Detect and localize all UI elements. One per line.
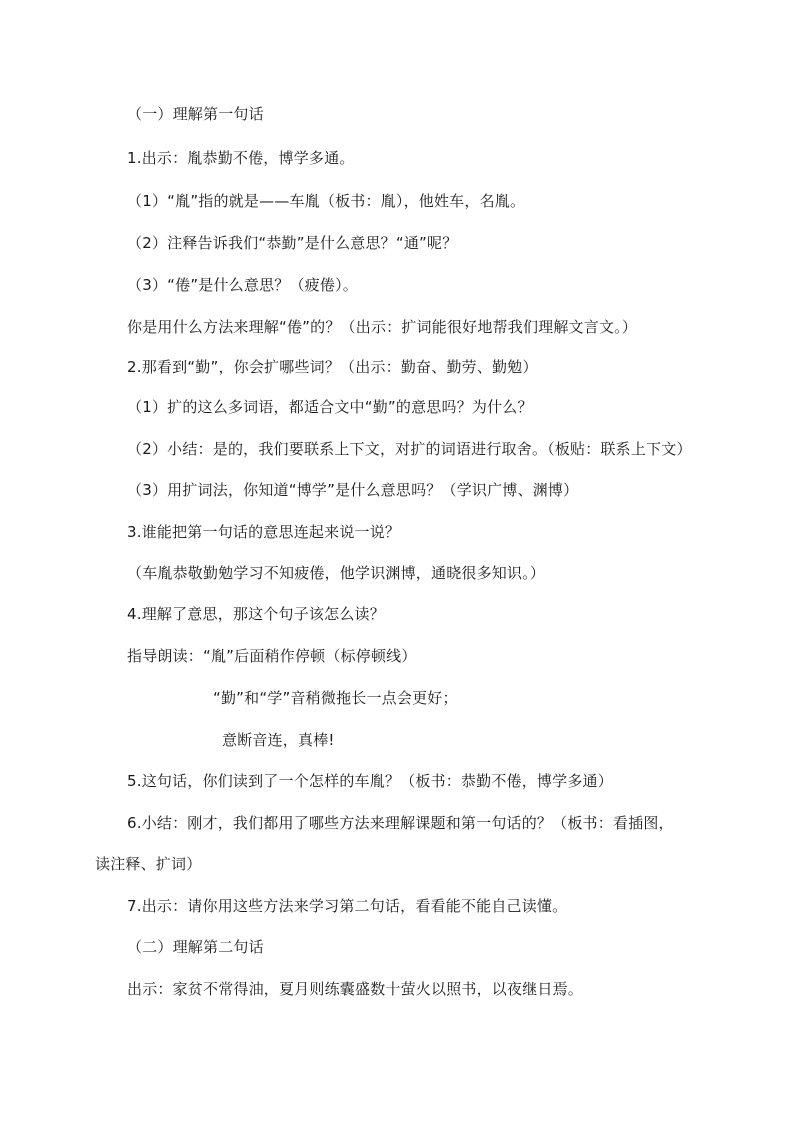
paragraph-line: （1）扩的这么多词语，都适合文中“勤”的意思吗？为什么？ <box>127 398 533 416</box>
paragraph-line: 1.出示：胤恭勤不倦，博学多通。 <box>127 149 355 167</box>
section-heading-2: （二）理解第二句话 <box>127 938 264 956</box>
paragraph-line: （车胤恭敬勤勉学习不知疲倦，他学识渊博，通晓很多知识。） <box>127 564 546 582</box>
paragraph-line: （2）注释告诉我们“恭勤”是什么意思？“通”呢？ <box>127 234 458 252</box>
paragraph-line-indented: “勤”和“学”音稍微拖长一点会更好； <box>213 689 458 707</box>
paragraph-line: 你是用什么方法来理解“倦”的？（出示：扩词能很好地帮我们理解文言文。） <box>127 318 638 336</box>
section-heading-1: （一）理解第一句话 <box>127 105 264 123</box>
paragraph-line: 出示：家贫不常得油，夏月则练囊盛数十萤火以照书，以夜继日焉。 <box>127 980 584 998</box>
paragraph-line: （3）用扩词法，你知道“博学”是什么意思吗？（学识广博、渊博） <box>127 481 579 499</box>
paragraph-line: （1）“胤”指的就是——车胤（板书：胤），他姓车，名胤。 <box>127 192 526 210</box>
paragraph-line: 7.出示：请你用这些方法来学习第二句话，看看能不能自己读懂。 <box>127 897 568 915</box>
paragraph-line: 4.理解了意思，那这个句子该怎么读？ <box>127 605 385 623</box>
paragraph-line: （3）“倦”是什么意思？（疲倦）。 <box>127 276 358 294</box>
paragraph-line-indented: 意断音连，真棒! <box>222 731 335 749</box>
paragraph-line: 3.谁能把第一句话的意思连起来说一说？ <box>127 523 401 541</box>
paragraph-line: 5.这句话，你们读到了一个怎样的车胤？（板书：恭勤不倦，博学多通） <box>127 772 613 790</box>
paragraph-line: （2）小结：是的，我们要联系上下文，对扩的词语进行取舍。（板贴：联系上下文） <box>127 440 692 458</box>
paragraph-line-continuation: 读注释、扩词） <box>95 855 202 873</box>
paragraph-line: 2.那看到“勤”，你会扩哪些词？（出示：勤奋、勤劳、勤勉） <box>127 358 538 376</box>
paragraph-line: 指导朗读：“胤”后面稍作停顿（标停顿线） <box>127 647 417 665</box>
paragraph-line: 6.小结：刚才，我们都用了哪些方法来理解课题和第一句话的？（板书：看插图， <box>127 814 674 832</box>
